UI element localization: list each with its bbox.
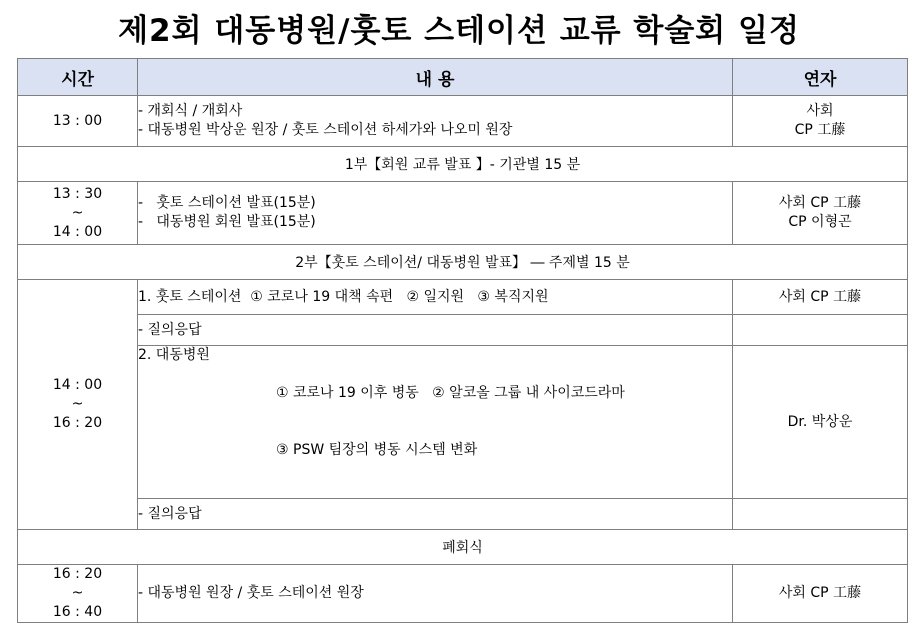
part2-time <box>18 280 138 530</box>
qa1: - 질의응답 <box>138 315 733 346</box>
time-line: 14 : 00 <box>52 377 103 393</box>
time-line: 16 : 20 <box>52 415 103 431</box>
time-line: 16 : 20 <box>52 566 103 582</box>
part1-banner: 1부【회원 교류 발표 】- 기관별 15 분 <box>18 147 908 182</box>
opening-line: - 대동병원 박상운 원장 / 훗토 스테이션 하세가와 나오미 원장 <box>138 122 513 138</box>
table-row <box>18 245 908 280</box>
time-line: ~ <box>71 396 84 412</box>
item1-speaker: 사회 CP 工藤 <box>733 280 908 315</box>
table-row <box>18 346 908 499</box>
part1-line: - 대동병원 회원 발표(15분) <box>138 214 316 230</box>
part2-item2 <box>138 346 733 499</box>
schedule-table <box>17 58 908 623</box>
table-row <box>18 499 908 530</box>
time-line: 16 : 40 <box>52 604 103 620</box>
page-title: 제2회 대동병원/훗토 스테이션 교류 학술회 일정 <box>118 13 800 49</box>
table-row <box>18 147 908 182</box>
speaker-line: 사회 <box>806 103 834 119</box>
header-row <box>18 59 908 96</box>
item1-topics: ① 코로나 19 대책 속편 ② 일지원 ③ 복직지원 <box>241 288 549 305</box>
time-line: ~ <box>71 204 84 221</box>
topic-line: ③ PSW 팀장의 병동 시스템 변화 <box>276 442 478 458</box>
opening-line: - 개회식 / 개회사 <box>138 103 243 119</box>
part1-speaker <box>733 182 908 245</box>
table-row <box>18 565 908 623</box>
part1-time <box>18 182 138 245</box>
item2-topics <box>276 346 625 498</box>
qa2-speaker-empty <box>733 499 908 530</box>
table-row <box>18 96 908 147</box>
closing-banner: 폐회식 <box>18 530 908 565</box>
item2-speaker: Dr. 박상운 <box>733 346 908 499</box>
qa2: - 질의응답 <box>138 499 733 530</box>
table-row <box>18 530 908 565</box>
closing-speaker: 사회 CP 工藤 <box>733 565 908 623</box>
item2-label: 2. 대동병원 <box>138 347 210 363</box>
speaker-line: CP 工藤 <box>794 122 846 138</box>
time-line: 13 : 30 <box>52 185 103 202</box>
part2-item1 <box>138 280 733 315</box>
table-row <box>18 280 908 315</box>
header-time: 시간 <box>18 59 138 96</box>
opening-content <box>138 96 733 147</box>
opening-speaker <box>733 96 908 147</box>
speaker-line: CP 이형곤 <box>788 214 852 230</box>
qa1-speaker-empty <box>733 315 908 346</box>
header-content: 내 용 <box>138 59 733 96</box>
header-speaker: 연자 <box>733 59 908 96</box>
closing-time <box>18 565 138 623</box>
part2-banner: 2부【훗토 스테이션/ 대동병원 발표】 ― 주제별 15 분 <box>18 245 908 280</box>
table-row <box>18 182 908 245</box>
time-line: ~ <box>71 585 84 601</box>
time-line: 14 : 00 <box>52 223 103 240</box>
table-row <box>18 315 908 346</box>
item1-label: 1. 훗토 스테이션 <box>138 288 242 305</box>
opening-time: 13 : 00 <box>18 96 138 147</box>
speaker-line: 사회 CP 工藤 <box>778 195 862 211</box>
part1-content <box>138 182 733 245</box>
closing-content: - 대동병원 원장 / 훗토 스테이션 원장 <box>138 565 733 623</box>
topic-line: ① 코로나 19 이후 병동 ② 알코올 그룹 내 사이코드라마 <box>276 385 625 401</box>
part1-line: - 훗토 스테이션 발표(15분) <box>138 195 316 211</box>
